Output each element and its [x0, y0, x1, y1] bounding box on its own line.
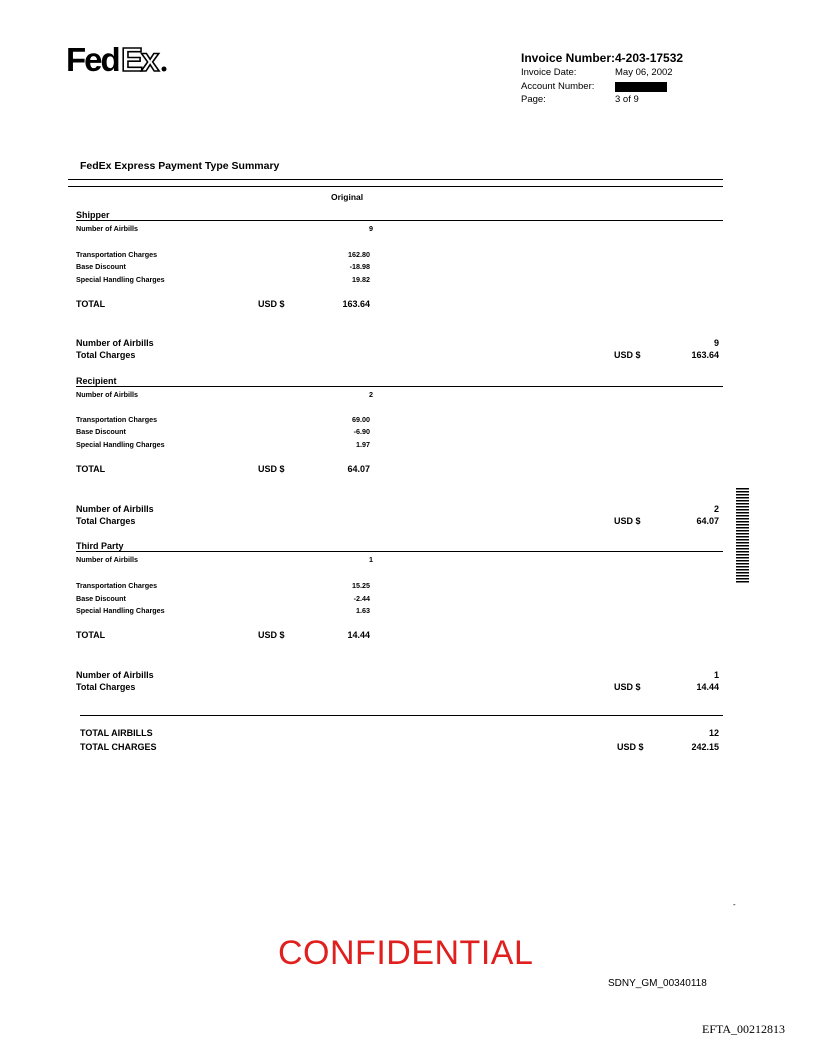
total-label: TOTAL	[76, 464, 106, 474]
invoice-number: 4-203-17532	[615, 51, 684, 65]
transportation-label: Transportation Charges	[76, 581, 158, 590]
section-divider	[76, 551, 723, 552]
total-value: 14.44	[347, 630, 370, 640]
summary-charges-value: 163.64	[691, 350, 719, 360]
transportation-label: Transportation Charges	[76, 250, 158, 259]
fedex-logo	[66, 40, 176, 78]
page-label: Page:	[521, 94, 546, 105]
summary-charges-label: Total Charges	[76, 350, 136, 360]
summary-airbills-value: 9	[713, 338, 719, 348]
account-number-row	[521, 81, 594, 92]
base-discount-label: Base Discount	[76, 427, 126, 436]
airbills-label: Number of Airbills	[76, 390, 139, 399]
invoice-date-label: Invoice Date:	[521, 67, 577, 78]
confidential-stamp: CONFIDENTIAL	[278, 934, 534, 972]
divider	[68, 186, 723, 187]
redaction-box	[615, 82, 667, 92]
total-label: TOTAL	[76, 630, 106, 640]
section-divider	[76, 386, 723, 387]
summary-title: FedEx Express Payment Type Summary	[80, 160, 280, 172]
total-charges-value: 242.15	[691, 742, 719, 752]
invoice-number-label: Invoice Number:	[521, 51, 616, 65]
total-currency: USD $	[258, 464, 285, 474]
total-currency: USD $	[258, 299, 285, 309]
summary-airbills-label: Number of Airbills	[76, 504, 154, 514]
summary-charges-label: Total Charges	[76, 516, 136, 526]
total-label: TOTAL	[76, 299, 106, 309]
summary-charges-value: 14.44	[696, 682, 719, 692]
base-discount-label: Base Discount	[76, 262, 126, 271]
transportation-value: 69.00	[352, 415, 370, 424]
section-title: Third Party	[76, 541, 124, 551]
transportation-label: Transportation Charges	[76, 415, 158, 424]
summary-airbills-label: Number of Airbills	[76, 670, 154, 680]
base-discount-label: Base Discount	[76, 594, 126, 603]
summary-airbills-label: Number of Airbills	[76, 338, 154, 348]
grand-total-divider	[80, 715, 723, 716]
svg-text:Fed: Fed	[66, 41, 119, 78]
page-row	[521, 94, 639, 105]
total-charges-currency: USD $	[617, 742, 644, 752]
summary-currency: USD $	[614, 682, 641, 692]
total-value: 163.64	[342, 299, 370, 309]
airbills-value: 2	[369, 390, 373, 399]
svg-text:Ex: Ex	[121, 41, 158, 78]
airbills-value: 1	[369, 555, 373, 564]
section-title: Recipient	[76, 376, 117, 386]
summary-charges-label: Total Charges	[76, 682, 136, 692]
invoice-number-row	[521, 51, 684, 65]
special-handling-value: 1.97	[356, 440, 370, 449]
base-discount-value: -6.90	[353, 427, 370, 436]
total-airbills-value: 12	[708, 728, 719, 738]
special-handling-label: Special Handling Charges	[76, 275, 165, 284]
efta-number: EFTA_00212813	[702, 1022, 786, 1036]
divider	[68, 179, 723, 180]
base-discount-value: -18.98	[349, 262, 370, 271]
airbills-value: 9	[369, 224, 373, 233]
summary-airbills-value: 2	[713, 504, 719, 514]
airbills-label: Number of Airbills	[76, 224, 139, 233]
total-charges-label: TOTAL CHARGES	[80, 742, 157, 752]
total-currency: USD $	[258, 630, 285, 640]
section-divider	[76, 220, 723, 221]
invoice-date-row	[521, 67, 673, 78]
transportation-value: 15.25	[352, 581, 370, 590]
column-header-original: Original	[331, 192, 364, 202]
bates-number: SDNY_GM_00340118	[608, 978, 707, 989]
special-handling-value: 1.63	[356, 606, 370, 615]
total-airbills-label: TOTAL AIRBILLS	[80, 728, 153, 738]
total-value: 64.07	[347, 464, 370, 474]
summary-airbills-value: 1	[713, 670, 719, 680]
special-handling-label: Special Handling Charges	[76, 606, 165, 615]
page-number: 3 of 9	[615, 94, 639, 105]
airbills-label: Number of Airbills	[76, 555, 139, 564]
transportation-value: 162.80	[348, 250, 370, 259]
invoice-date: May 06, 2002	[615, 67, 673, 78]
summary-currency: USD $	[614, 350, 641, 360]
summary-currency: USD $	[614, 516, 641, 526]
barcode	[736, 488, 749, 583]
account-number-label: Account Number:	[521, 81, 595, 92]
footer-mark: -	[733, 900, 736, 909]
special-handling-value: 19.82	[352, 275, 370, 284]
special-handling-label: Special Handling Charges	[76, 440, 165, 449]
section-title: Shipper	[76, 210, 110, 220]
base-discount-value: -2.44	[353, 594, 370, 603]
summary-charges-value: 64.07	[696, 516, 719, 526]
